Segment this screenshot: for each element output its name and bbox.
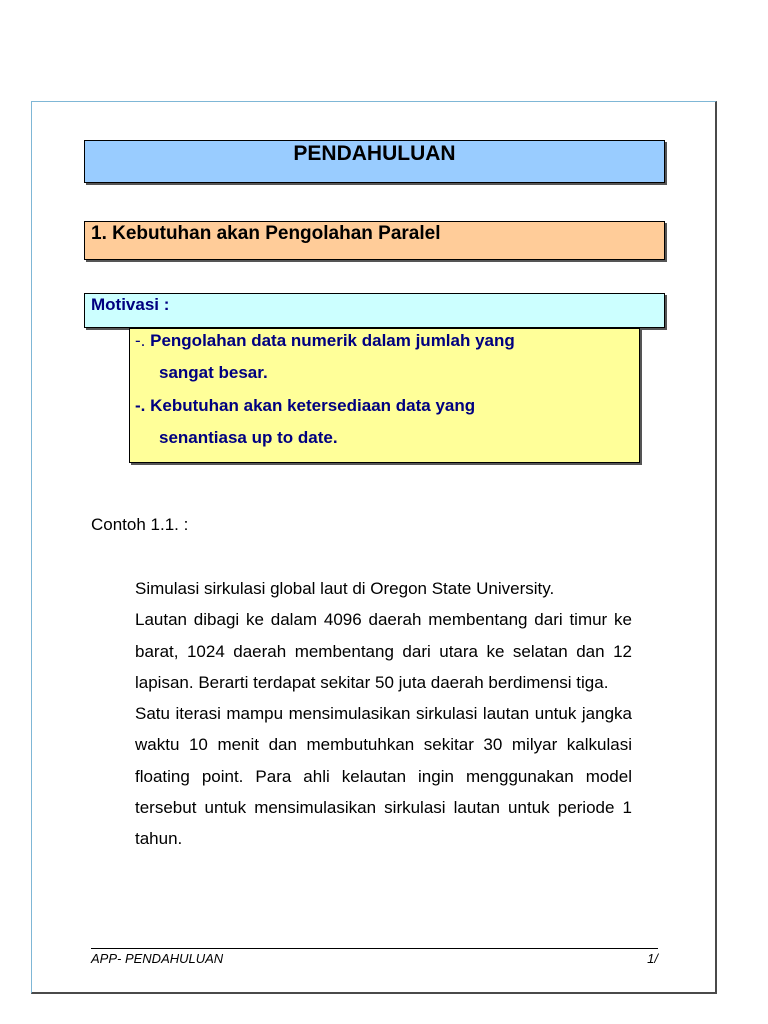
motivasi-label: Motivasi : [91, 295, 170, 314]
example-paragraph: Lautan dibagi ke dalam 4096 daerah membentang dari timur ke barat, 1024 daerah membentang dari utara ke selatan dan 12 lapisan. Berarti terdapat sekitar 50 juta daerah berdimensi tiga. [135, 610, 632, 692]
example-paragraph: Simulasi sirkulasi global laut di Oregon State University. [135, 579, 555, 598]
example-body [135, 573, 632, 855]
bullet-dash: -. [135, 331, 146, 350]
motivasi-bullet [135, 390, 632, 454]
footer-doc-title: APP- PENDAHULUAN [91, 951, 224, 966]
bullet-line: Pengolahan data numerik dalam jumlah yang [150, 331, 515, 350]
section-heading: 1. Kebutuhan akan Pengolahan Paralel [91, 223, 441, 244]
bullet-line: Kebutuhan akan ketersediaan data yang [150, 396, 476, 415]
example-paragraph: Satu iterasi mampu mensimulasikan sirkulasi lautan untuk jangka waktu 10 menit dan membutuhkan sekitar 30 milyar kalkulasi floating point. Para ahli kelautan ingin menggunakan model tersebut untuk mensimulasikan sirkulasi lautan untuk periode 1 tahun. [135, 704, 632, 849]
motivasi-bullet [135, 325, 632, 389]
motivasi-banner [84, 293, 665, 328]
footer-divider [91, 948, 658, 949]
bullet-line-continued: senantiasa up to date. [159, 428, 338, 447]
bullet-line-continued: sangat besar. [159, 363, 268, 382]
example-heading: Contoh 1.1. : [91, 515, 189, 534]
bullet-dash: -. [135, 396, 146, 415]
footer-page-number: 1/ [647, 951, 658, 966]
page-title: PENDAHULUAN [293, 142, 456, 165]
